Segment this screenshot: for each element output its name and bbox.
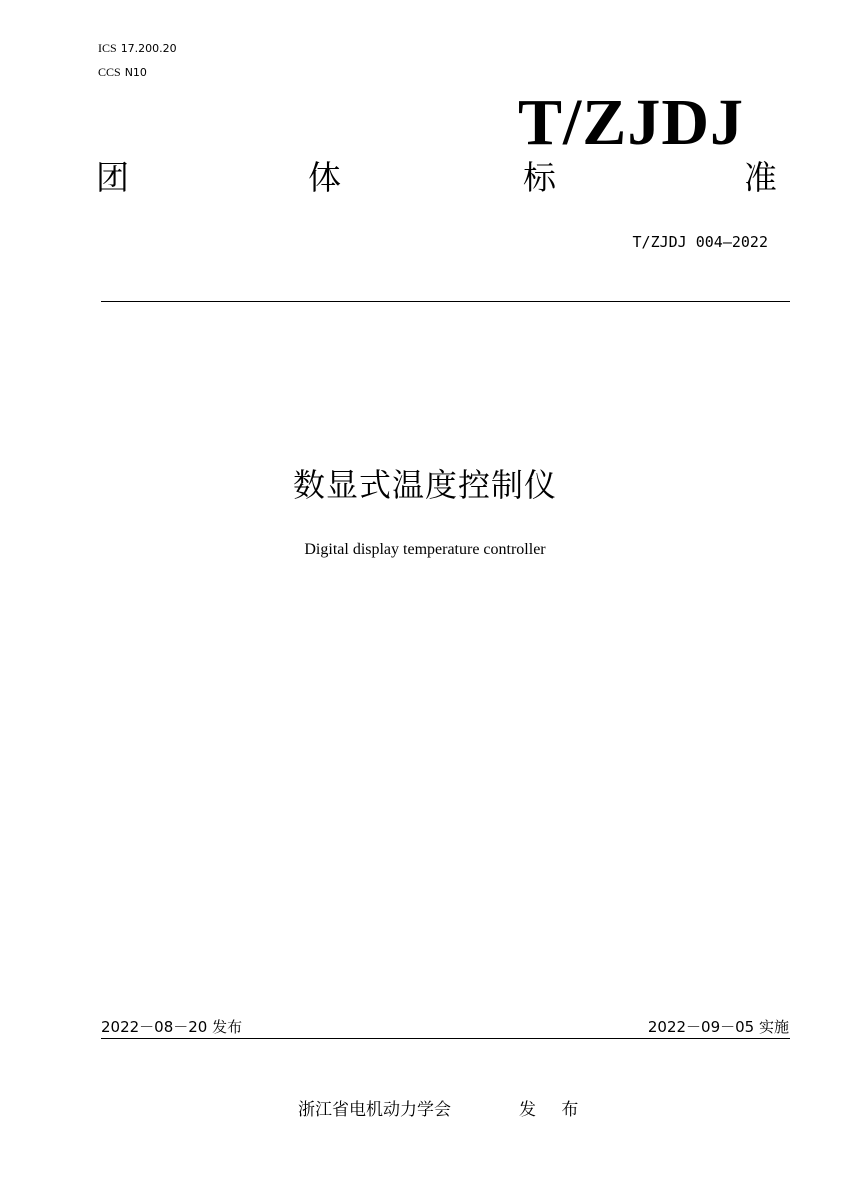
standard-type-char: 准 bbox=[744, 158, 777, 197]
standard-type-char: 体 bbox=[308, 158, 341, 197]
document-title-english: Digital display temperature controller bbox=[304, 541, 546, 558]
footer-divider bbox=[101, 1038, 790, 1039]
ics-label: ICS bbox=[98, 41, 117, 55]
ccs-value: N10 bbox=[124, 66, 147, 79]
document-title-chinese: 数显式温度控制仪 bbox=[292, 466, 557, 504]
ics-value: 17.200.20 bbox=[120, 42, 177, 55]
ccs-code bbox=[98, 65, 147, 80]
ccs-label: CCS bbox=[98, 65, 121, 79]
standard-number: T/ZJDJ 004—2022 bbox=[632, 233, 768, 251]
ics-code bbox=[98, 41, 177, 56]
publish-date: 2022－08－20 发布 bbox=[101, 1018, 243, 1036]
standard-logo: T/ZJDJ bbox=[517, 86, 744, 159]
publisher-name: 浙江省电机动力学会 bbox=[298, 1100, 451, 1120]
standard-type-char: 团 bbox=[96, 158, 129, 197]
implement-date: 2022－09－05 实施 bbox=[647, 1018, 789, 1036]
header-divider bbox=[101, 301, 790, 302]
publish-label: 发 布 bbox=[519, 1100, 589, 1120]
standard-type-char: 标 bbox=[523, 158, 556, 197]
